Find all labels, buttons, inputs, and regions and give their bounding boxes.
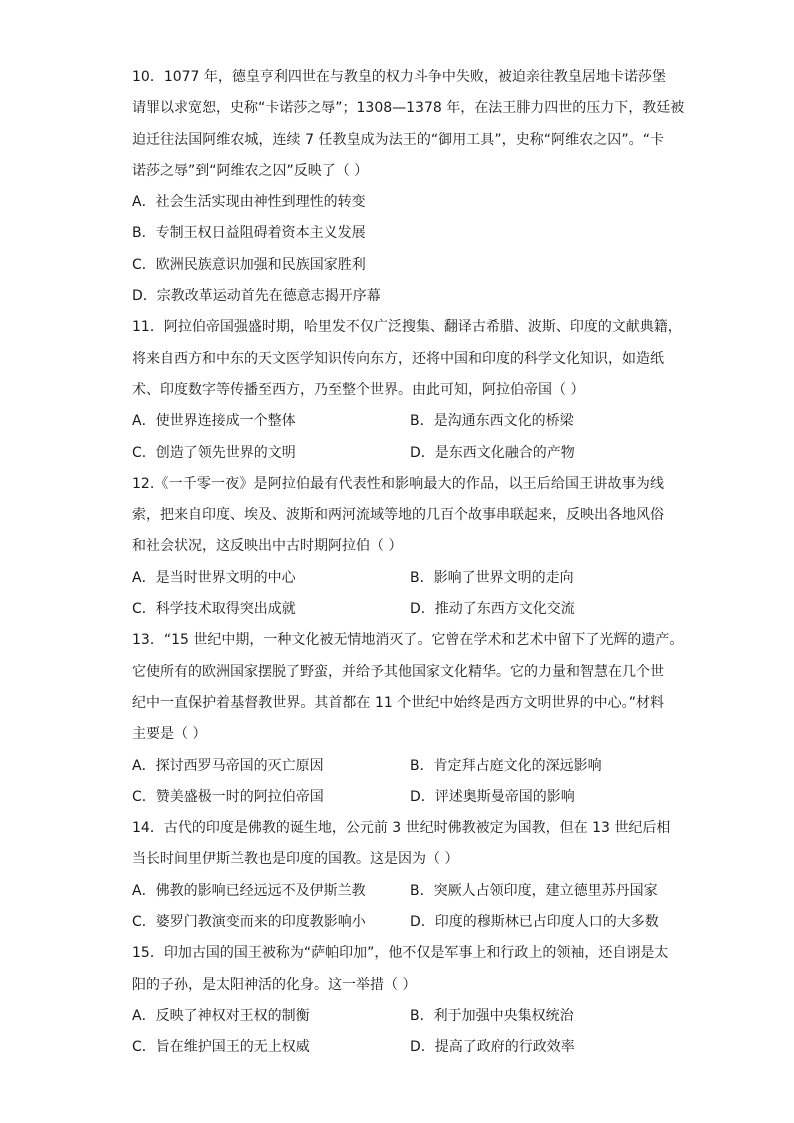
option-c: C．旨在维护国王的无上权威	[132, 1039, 310, 1056]
option-c: C．欧洲民族意识加强和民族国家胜利	[132, 256, 366, 273]
option-c: C．科学技术取得突出成就	[132, 601, 296, 618]
options-row	[132, 1032, 664, 1063]
question-stem-line: 10．1077 年，德皇亨利四世在与教皇的权力斗争中失败，被迫亲往教皇居地卡诺莎堡	[132, 69, 666, 85]
option-a: A．反映了神权对王权的制衡	[132, 1007, 310, 1024]
option-c: C．创造了领先世界的文明	[132, 444, 296, 461]
question-15	[132, 938, 669, 1063]
question-stem-line: 阳的子孙，是太阳神活的化身。这一举措（ ）	[132, 976, 417, 993]
question-stem-line: 当长时间里伊斯兰教也是印度的国教。这是因为（ ）	[132, 851, 459, 868]
question-stem-line: 它使所有的欧洲国家摆脱了野蛮，并给予其他国家文化精华。它的力量和智慧在几个世	[132, 663, 664, 680]
option-c: C．婆罗门教演变而来的印度教影响小	[132, 914, 366, 931]
options-row	[132, 1001, 664, 1032]
options-row	[132, 751, 664, 782]
question-stem-line: 主要是（ ）	[132, 726, 207, 743]
question-stem-line: 将来自西方和中东的天文医学知识传向东方，还将中国和印度的科学文化知识，如造纸	[132, 350, 664, 367]
question-stem-line: 和社会状况，这反映出中古时期阿拉伯（ ）	[132, 538, 403, 555]
options-row	[132, 438, 664, 469]
question-14	[132, 813, 671, 938]
options-row	[132, 876, 664, 907]
question-stem-line: 请罪以求宽恕，史称“卡诺莎之辱”；1308—1378 年，在法王腓力四世的压力下，教廷被	[132, 100, 685, 117]
option-a: A．佛教的影响已经远远不及伊斯兰教	[132, 882, 366, 899]
question-stem-line: 14．古代的印度是佛教的诞生地，公元前 3 世纪时佛教被定为国教，但在 13 世纪后相	[132, 820, 671, 837]
option-c: C．赞美盛极一时的阿拉伯帝国	[132, 788, 324, 805]
question-12	[132, 469, 664, 625]
option-d: D．评述奥斯曼帝国的影响	[410, 788, 575, 805]
option-b: B．影响了世界文明的走向	[410, 569, 574, 586]
question-stem-line: 纪中一直保护着基督教世界。其首都在 11 个世纪中始终是西方文明世界的中心。”材料	[132, 694, 664, 711]
option-a: A．社会生活实现由神性到理性的转变	[132, 194, 366, 211]
options-row	[132, 594, 664, 625]
option-b: B．肯定拜占庭文化的深远影响	[410, 757, 602, 774]
options-row	[132, 563, 664, 594]
option-b: B．利于加强中央集权统治	[410, 1007, 574, 1024]
option-a: A．是当时世界文明的中心	[132, 569, 296, 586]
option-b: B．突厥人占领印度，建立德里苏丹国家	[410, 882, 658, 899]
option-d: D．宗教改革运动首先在德意志揭开序幕	[132, 288, 381, 305]
question-stem-line: 15．印加古国的国王被称为“萨帕印加”，他不仅是军事上和行政上的领袖，还自诩是太	[132, 945, 669, 962]
option-b: B．专制王权日益阻碍着资本主义发展	[132, 225, 366, 242]
option-d: D．推动了东西方文化交流	[410, 601, 575, 618]
question-stem-line: 诺莎之辱”到“阿维农之囚”反映了（ ）	[132, 162, 369, 179]
option-d: D．提高了政府的行政效率	[410, 1039, 575, 1056]
question-stem-line: 迫迁往法国阿维农城，连续 7 任教皇成为法王的“御用工具”，史称“阿维农之囚”。“卡	[132, 131, 664, 148]
exam-page	[132, 62, 685, 1064]
option-a: A．使世界连接成一个整体	[132, 413, 296, 430]
option-d: D．印度的穆斯林已占印度人口的大多数	[410, 914, 659, 931]
option-a: A．探讨西罗马帝国的灭亡原因	[132, 757, 324, 774]
option-b: B．是沟通东西文化的桥梁	[410, 413, 574, 430]
option-d: D．是东西文化融合的产物	[410, 444, 575, 461]
options-row	[132, 907, 664, 938]
question-stem-line: 13．“15 世纪中期，一种文化被无情地消灭了。它曾在学术和艺术中留下了光辉的遗产。	[132, 632, 684, 649]
question-stem-line: 11．阿拉伯帝国强盛时期，哈里发不仅广泛搜集、翻译古希腊、波斯、印度的文献典籍，	[132, 319, 682, 336]
question-11	[132, 312, 682, 468]
question-stem-line: 术、印度数字等传播至西方，乃至整个世界。由此可知，阿拉伯帝国（ ）	[132, 381, 585, 398]
question-stem-line: 索，把来自印度、埃及、波斯和两河流域等地的几百个故事串联起来，反映出各地风俗	[132, 507, 664, 524]
options-row	[132, 406, 664, 437]
options-row	[132, 782, 664, 813]
question-13	[132, 625, 684, 813]
question-stem-line: 12.《一千零一夜》是阿拉伯最有代表性和影响最大的作品，以王后给国王讲故事为线	[132, 475, 664, 492]
question-10	[132, 62, 685, 312]
